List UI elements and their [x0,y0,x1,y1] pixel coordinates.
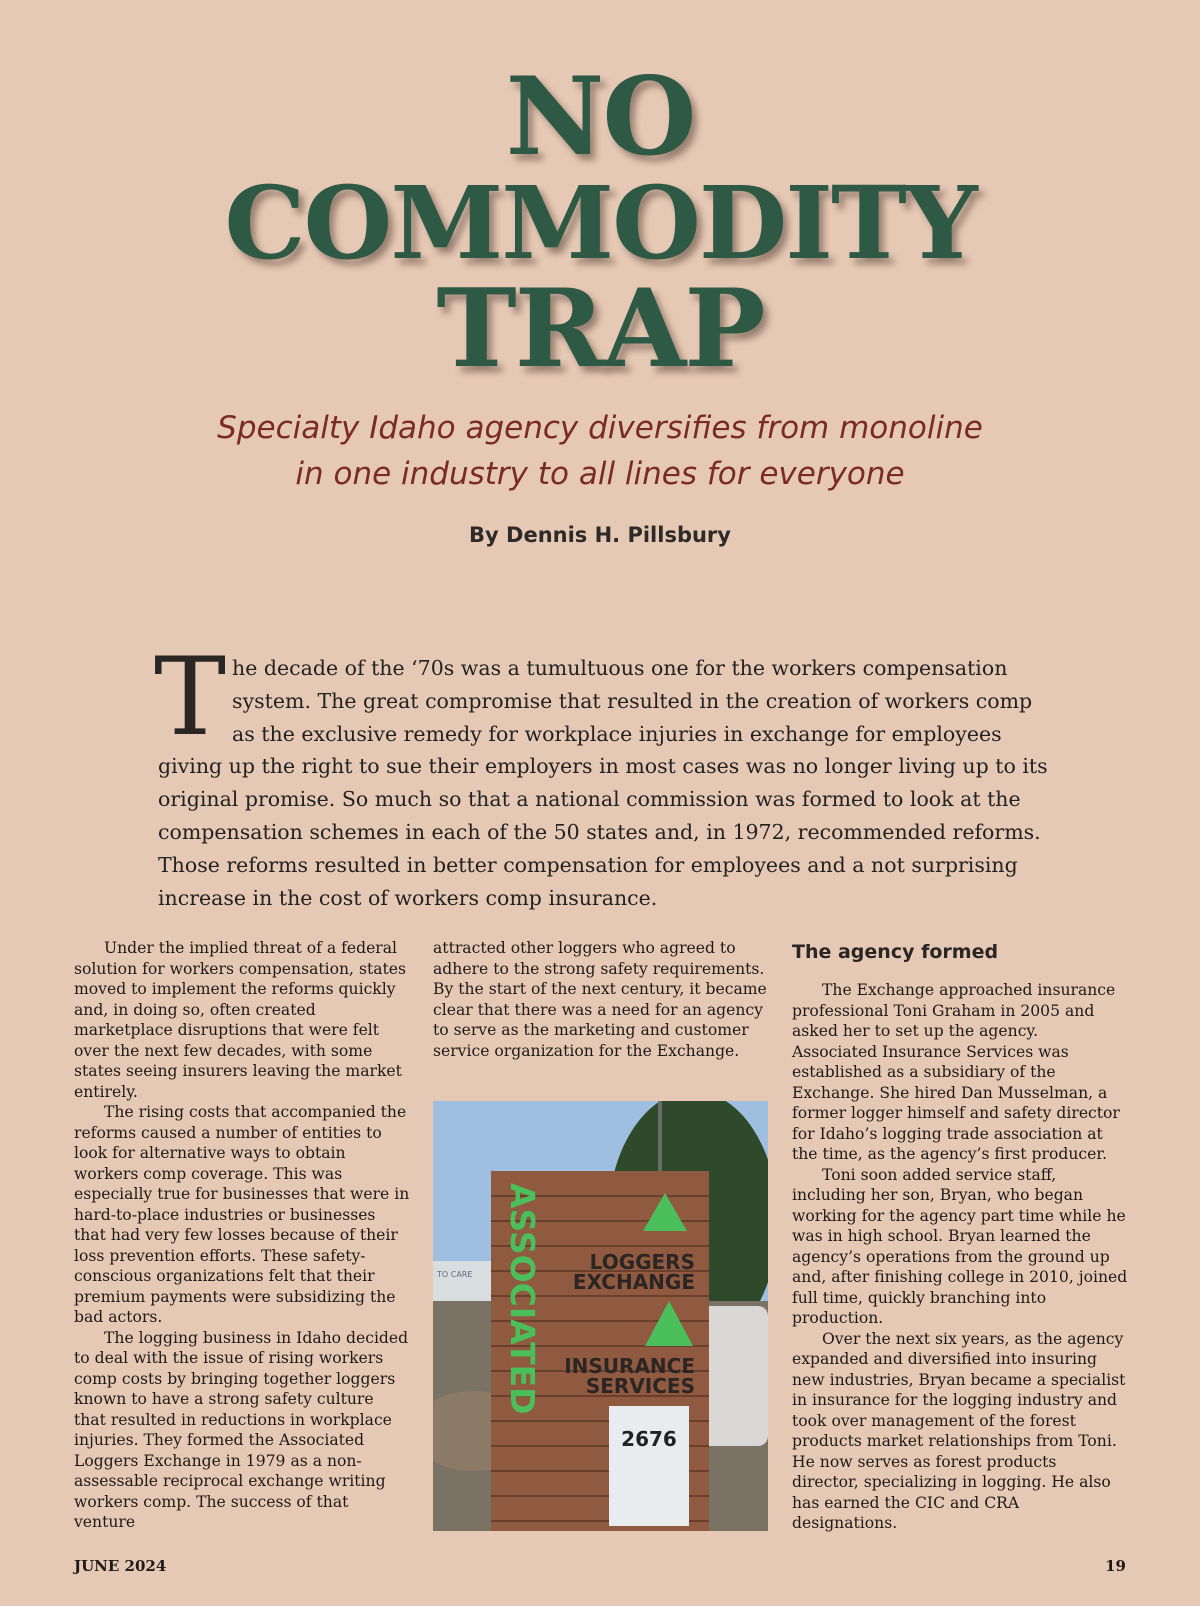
address-number: 2676 [621,1427,677,1451]
paragraph: Toni soon added service staff, including her son, Bryan, who began working for the agency part time while he was in high school. Bryan learned the agency’s operations from the ground up and, after finishing college in 2010, joined full time, quickly branching into production. [792,1165,1128,1327]
paragraph: Under the implied threat of a federal solution for workers compensation, states moved to implement the reforms quickly and, in doing so, often created marketplace disruptions that were felt over the next few decades, with some states seeing insurers leaving the market entirely. [74,939,407,1101]
paragraph: attracted other loggers who agreed to adhere to the strong safety requirements. By the start of the next century, it became clear that there was a need for an agency to serve as the marketing and customer service organization for the Exchange. [433,939,767,1060]
column-3 [792,938,1128,1534]
sign-photo [433,1101,768,1531]
subtitle-deck [0,405,1200,497]
sign-associated-text: ASSOCIATED [503,1183,542,1415]
background-building [433,1261,493,1301]
headline-line-2: COMMODITY [224,164,976,282]
paragraph: The logging business in Idaho decided to deal with the issue of rising workers comp costs by bringing together loggers known to have a strong safety culture that resulted in reductions in workplace injuries. They formed the Associated Loggers Exchange in 1979 as a non-assessable reciprocal exchange writing workers comp. The success of that venture [74,1328,409,1531]
paragraph: Over the next six years, as the agency expanded and diversified into insuring new industries, Bryan became a specialist in insurance for the logging industry and took over management of the forest products market relationships from Toni. He now serves as forest products director, specializing in logging. He also has earned the CIC and CRA designations. [792,1329,1126,1532]
lede-paragraph [154,635,1048,914]
headline-line-1: NO [505,54,695,180]
sign-loggers-text: LOGGERS [589,1250,695,1274]
drop-cap: T [154,635,227,760]
deck-line-1: Specialty Idaho agency diversifies from monoline [217,410,983,446]
byline: By Dennis H. Pillsbury [469,523,731,547]
lede-text: he decade of the ‘70s was a tumultuous one for the workers compensation system. The great compromise that resulted in the creation of workers comp as the exclusive remedy for workplace injuries in exchange for employees giving up the right to sue their employers in most cases was no longer living up to its original promise. So much so that a national commission was formed to look at the compensation schemes in each of the 50 states and, in 1972, recommended reforms. Those reforms resulted in better compensation for employees and a not surprising increase in the cost of workers comp insurance. [158,656,1048,910]
column-2 [433,938,769,1061]
footer-issue-date: JUNE 2024 [74,1557,167,1575]
sign-insurance-text: INSURANCE [564,1354,695,1378]
background-sign-text: TO CARE [437,1270,473,1279]
column-1 [74,938,410,1533]
headline-line-3: TRAP [436,266,764,392]
section-subhead: The agency formed [792,941,999,963]
sign-services-text: SERVICES [585,1374,695,1398]
sign-photo-illustration [433,1101,768,1531]
footer-page-number: 19 [1105,1557,1126,1575]
sign-exchange-text: EXCHANGE [572,1270,695,1294]
paragraph: The rising costs that accompanied the reforms caused a number of entities to look for alternative ways to obtain workers comp coverage. This was especially true for businesses that were in hard-to-place industries or businesses that had very few losses because of their loss prevention efforts. These safety-conscious organizations felt that their premium payments were subsidizing the bad actors. [74,1103,410,1326]
headline [0,54,1200,392]
deck-line-2: in one industry to all lines for everyone [295,456,905,492]
paragraph: The Exchange approached insurance professional Toni Graham in 2005 and asked her to set up the agency. Associated Insurance Services was established as a subsidiary of the Exchange. She hired Dan Musselman, a former logger himself and safety director for Idaho’s logging trade association at the time, as the agency’s first producer. [792,981,1120,1163]
address-plate [609,1406,689,1526]
